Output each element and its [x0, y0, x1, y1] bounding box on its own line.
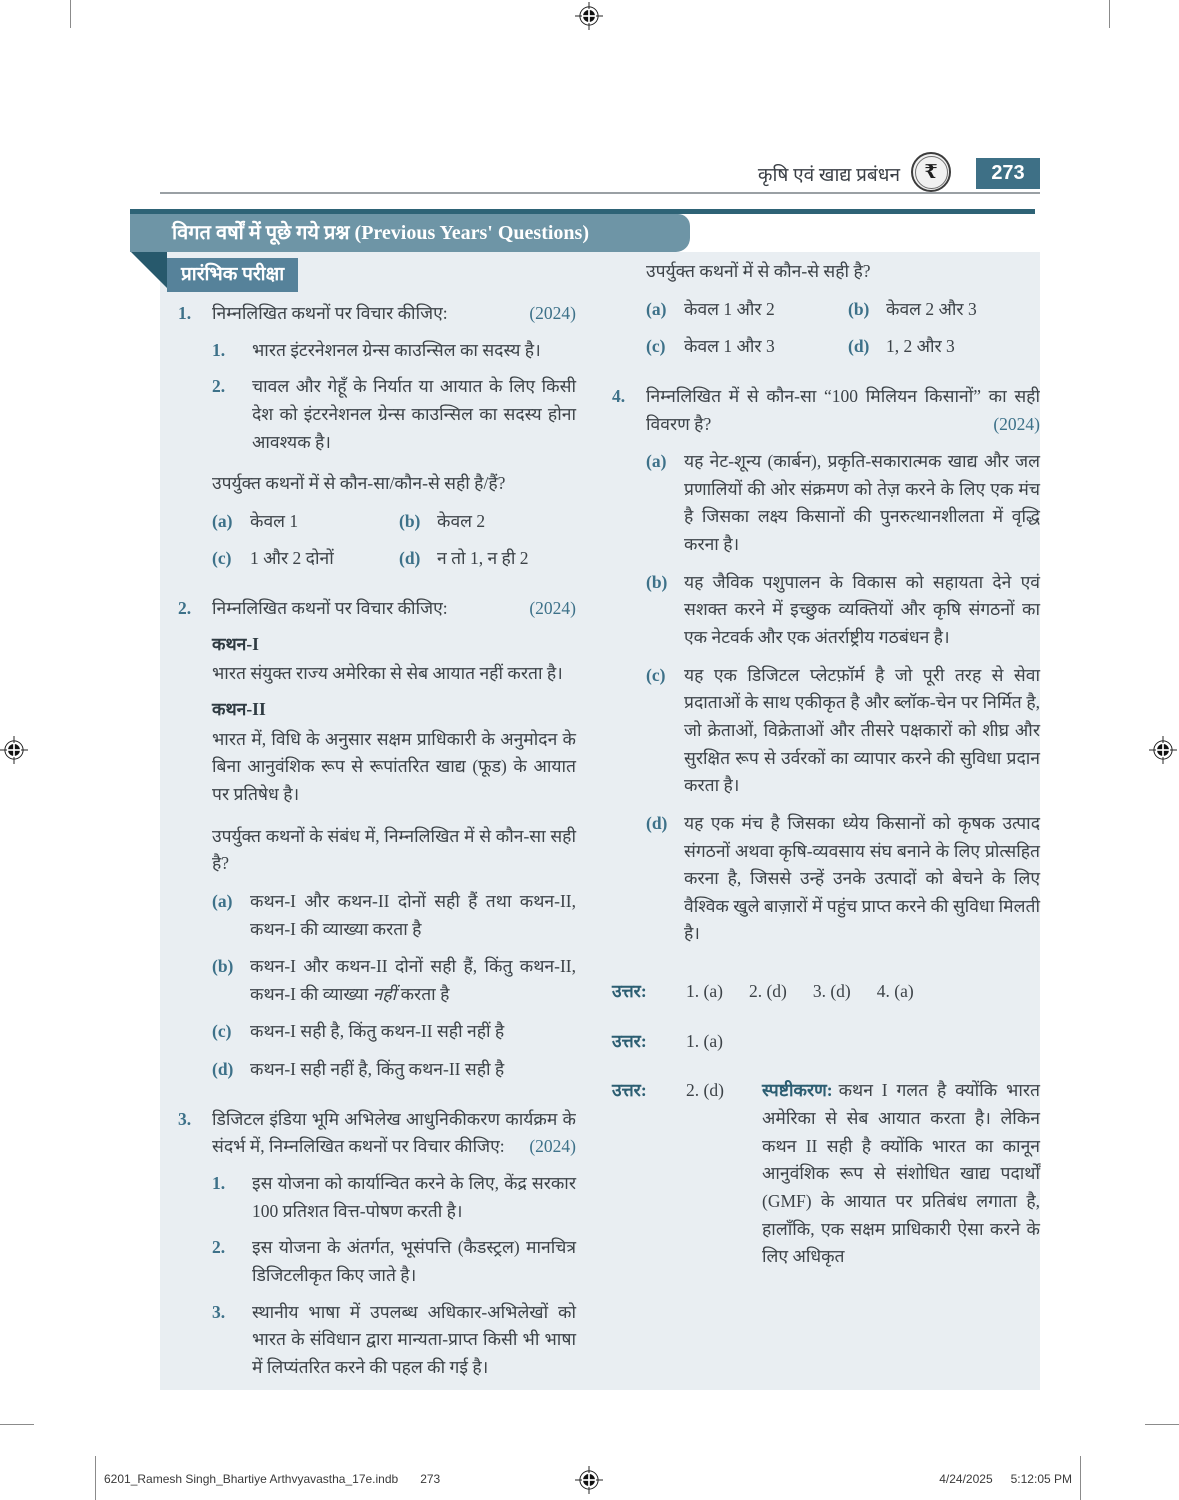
footer-time: 5:12:05 PM	[1010, 1472, 1072, 1486]
answer-label: उत्तर:	[612, 1030, 647, 1051]
option-a: (a) केवल 1	[212, 510, 299, 531]
registration-mark-icon	[1149, 736, 1177, 764]
crop-mark	[1109, 0, 1110, 28]
section-label-prelims: प्रारंभिक परीक्षा	[167, 258, 298, 292]
question-year: (2024)	[529, 1136, 576, 1157]
option-a: (a) यह नेट-शून्य (कार्बन), प्रकृति-सकारात्मक खाद्य और जल प्रणालियों की ओर संक्रमण को तेज़ करने के लिए एक मंच है जिसका लक्ष्य किसानों की पुनरुत्थानशीलता में वृद्धि करना है।	[646, 451, 1040, 555]
crop-mark	[95, 1456, 96, 1500]
statement: 1. भारत इंटरनेशनल ग्रेन्स काउन्सिल का सदस्य है।	[212, 339, 541, 360]
page-number: 273	[976, 158, 1040, 189]
crop-mark	[70, 0, 71, 28]
answer-item: 1. (a)	[686, 1030, 723, 1051]
statement: 2. चावल और गेहूँ के निर्यात या आयात के लिए किसी देश को इंटरनेशनल ग्रेन्स काउन्सिल का सदस्य होना आवश्यक है।	[212, 376, 576, 452]
left-column	[178, 300, 576, 1404]
answer-item: 2. (d)	[686, 1080, 724, 1101]
option-a: (a) कथन-I और कथन-II दोनों सही हैं तथा कथन-II, कथन-I की व्याख्या करता है	[212, 890, 576, 939]
question-intro: निम्नलिखित कथनों पर विचार कीजिए:	[212, 303, 448, 323]
options	[212, 508, 576, 573]
option-d: (d) कथन-I सही नहीं है, किंतु कथन-II सही है	[212, 1059, 505, 1080]
option-d: (d) न तो 1, न ही 2	[399, 548, 529, 569]
right-column	[612, 258, 1040, 1271]
footer-page-number: 273	[420, 1472, 441, 1486]
statement-block-2: कथन-II भारत में, विधि के अनुसार सक्षम प्राधिकारी के अनुमोदन के बिना आनुवंशिक रूप से रूपांतरित खाद्य (फूड) के आयात पर प्रतिषेध है।	[212, 699, 576, 804]
registration-mark-icon	[575, 2, 603, 30]
question-ask: उपर्युक्त कथनों के संबंध में, निम्नलिखित में से कौन-सा सही है?	[212, 825, 576, 874]
question-number: 4.	[612, 385, 626, 406]
answer-label: उत्तर:	[612, 1080, 647, 1101]
statement: 3. स्थानीय भाषा में उपलब्ध अधिकार-अभिलेखों को भारत के संविधान द्वारा मान्यता-प्राप्त किसी भी भाषा में लिप्यंतरित करने की पहल की गई है।	[212, 1301, 576, 1377]
question-3-continued	[612, 258, 1040, 361]
question-year: (2024)	[529, 598, 576, 619]
banner-fold	[131, 252, 167, 288]
question-3	[178, 1106, 576, 1382]
explanation: स्पष्टीकरण: कथन I गलत है क्योंकि भारत अमेरिका से सेब आयात करता है। लेकिन कथन II सही है क्योंकि भारत का कानून आनुवंशिक रूप से संशोधित खाद्य पदार्थों (GMF) के आयात पर प्रतिबंध लगाता है, हालाँकि, एक सक्षम प्राधिकारी ऐसा करने के लिए अधिकृत	[762, 1080, 1040, 1267]
question-number: 1.	[178, 303, 192, 323]
answer-row-all	[612, 978, 1040, 1006]
statement-block-1: कथन-I भारत संयुक्त राज्य अमेरिका से सेब आयात नहीं करता है।	[212, 633, 563, 684]
option-b: (b) केवल 2 और 3	[848, 298, 977, 319]
statement: 1. इस योजना को कार्यान्वित करने के लिए, केंद्र सरकार 100 प्रतिशत वित्त-पोषण करती है।	[212, 1173, 576, 1221]
answers-section	[612, 978, 1040, 1271]
option-d: (d) यह एक मंच है जिसका ध्येय किसानों को कृषक उत्पाद संगठनों अथवा कृषि-व्यवसाय संघ बनाने के लिए प्रोत्सहित करना है, जिससे उन्हें उनके उत्पादों को बेचने के लिए वैश्विक खुले बाज़ारों में पहुंच प्राप्त करने की सुविधा मिलती है।	[646, 812, 1040, 944]
answer-item: 2. (d)	[748, 981, 787, 1002]
answer-item: 3. (d)	[812, 981, 851, 1002]
question-ask: उपर्युक्त कथनों में से कौन-से सही है?	[646, 261, 871, 281]
question-year: (2024)	[993, 413, 1040, 434]
option-c: (c) 1 और 2 दोनों	[212, 548, 334, 569]
options	[646, 448, 1040, 948]
options	[646, 296, 1040, 361]
option-d: (d) 1, 2 और 3	[848, 336, 955, 357]
question-ask: उपर्युक्त कथनों में से कौन-सा/कौन-से सही है/हैं?	[212, 473, 506, 494]
option-b: (b) यह जैविक पशुपालन के विकास को सहायता देने एवं सशक्त करने में इच्छुक व्यक्तियों और कृषि संगठनों का एक नेटवर्क और एक अंतर्राष्ट्रीय गठबंधन है।	[646, 571, 1040, 648]
rupee-symbol: ₹	[915, 156, 948, 189]
answer-item: 4. (a)	[876, 981, 914, 1002]
chapter-title: कृषि एवं खाद्य प्रबंधन	[757, 165, 900, 186]
option-b: (b) केवल 2	[399, 510, 486, 531]
crop-mark	[1145, 1424, 1179, 1425]
option-c: (c) यह एक डिजिटल प्लेटफ़ॉर्म है जो पूरी तरह से सेवा प्रदाताओं के साथ एकीकृत है और ब्लॉक-चेन पर निर्मित है, जो क्रेताओं, विक्रेताओं और तीसरे पक्षकारों को शीघ्र और सुरक्षित रूप से उर्वरकों का व्यापार करने की सुविधा प्रदान करता है।	[646, 664, 1040, 796]
option-b: (b) कथन-I और कथन-II दोनों सही हैं, किंतु कथन-II, कथन-I की व्याख्या नहीं करता है	[212, 956, 576, 1004]
answer-label: उत्तर:	[612, 981, 647, 1002]
answer-item: 1. (a)	[686, 981, 723, 1002]
rupee-coin-icon	[911, 152, 951, 192]
answer-row-1	[612, 1028, 1040, 1056]
option-a: (a) केवल 1 और 2	[646, 298, 775, 319]
footer-date: 4/24/2025	[939, 1472, 993, 1486]
registration-mark-icon	[0, 736, 28, 764]
option-c: (c) कथन-I सही है, किंतु कथन-II सही नहीं है	[212, 1021, 505, 1042]
question-intro: डिजिटल इंडिया भूमि अभिलेख आधुनिकीकरण कार्यक्रम के संदर्भ में, निम्नलिखित कथनों पर विचार कीजिए:	[212, 1108, 576, 1157]
crop-mark	[0, 1424, 34, 1425]
answer-row-2-explanation	[612, 1077, 1040, 1270]
question-number: 3.	[178, 1108, 192, 1129]
question-intro: निम्नलिखित कथनों पर विचार कीजिए:	[212, 598, 448, 619]
question-number: 2.	[178, 598, 192, 619]
question-1	[178, 300, 576, 573]
question-4	[612, 383, 1040, 948]
options	[212, 888, 576, 1084]
question-year: (2024)	[529, 303, 576, 323]
question-intro: निम्नलिखित में से कौन-सा “100 मिलियन किसानों” का सही विवरण है?	[646, 385, 1040, 434]
crop-mark	[1080, 1456, 1081, 1500]
header-rule	[160, 192, 1040, 194]
footer-timestamp	[939, 1472, 1072, 1486]
question-2	[178, 595, 576, 1084]
statement: 2. इस योजना के अंतर्गत, भूसंपत्ति (कैडस्ट्रल) मानचित्र डिजिटलीकृत किए जाते है।	[212, 1237, 576, 1285]
footer-filename: 6201_Ramesh Singh_Bhartiye Arthvyavastha_17e.indb 273	[104, 1472, 441, 1486]
option-c: (c) केवल 1 और 3	[646, 336, 775, 357]
previous-years-questions-banner: विगत वर्षों में पूछे गये प्रश्न (Previous Years' Questions)	[130, 214, 690, 252]
registration-mark-icon	[575, 1466, 603, 1494]
